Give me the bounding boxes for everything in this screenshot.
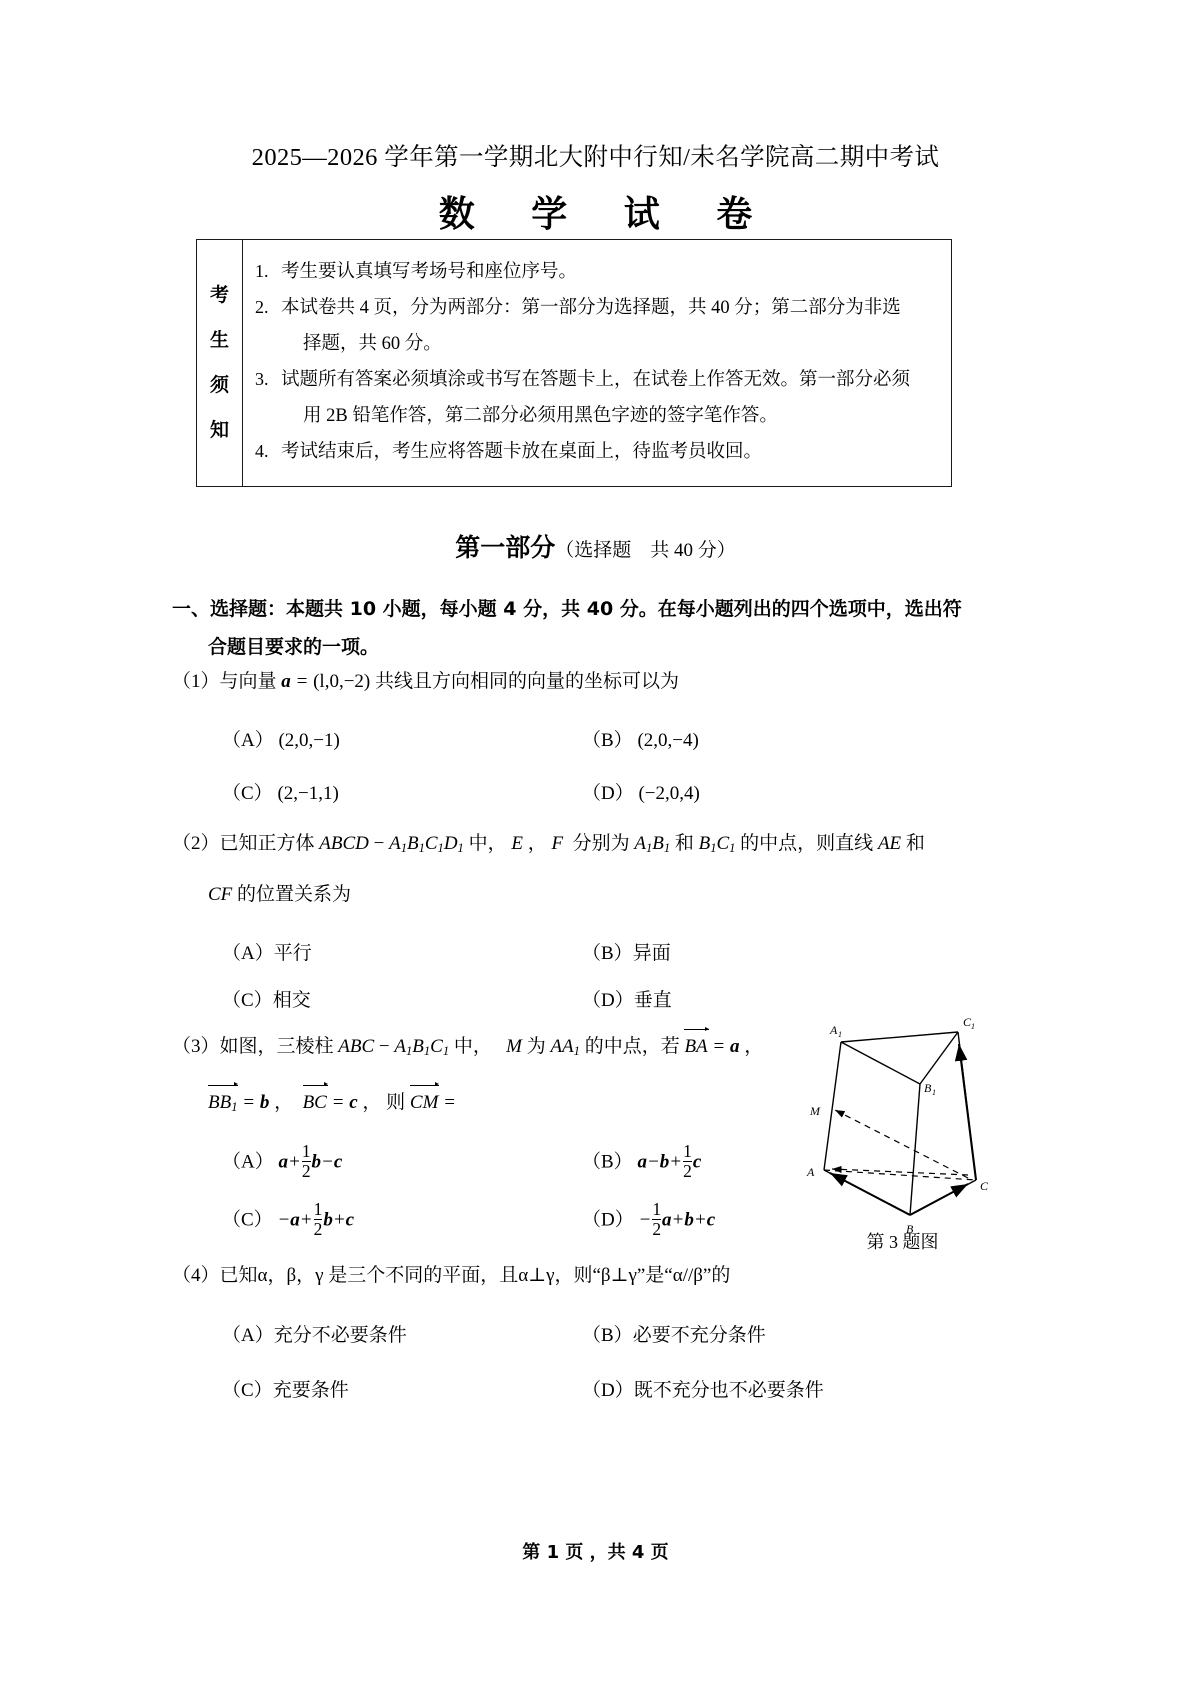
question-2-option-b[interactable] [582, 938, 671, 965]
notice-item-text [281, 434, 941, 470]
question-3-stem-c: 为 [526, 1036, 551, 1057]
notice-item-text [281, 290, 941, 362]
question-2-option-d-text: 垂直 [633, 990, 672, 1011]
question-4-number: （4） [172, 1265, 220, 1286]
question-1-stem-suffix: 共线且方向相同的向量的坐标可以为 [370, 671, 680, 692]
notice-item-line1: 本试卷共 4 页，分为两部分：第一部分为选择题，共 40 分；第二部分为非选 [281, 298, 901, 319]
notice-body [243, 240, 951, 486]
question-1-option-b-text: (2,0,−4) [637, 730, 699, 751]
notice-item [255, 434, 941, 470]
figure-label-A1: A [830, 1023, 838, 1037]
question-3-figure-caption: 第 3 题图 [866, 1232, 939, 1252]
question-1 [172, 668, 679, 697]
notice-item-number: 3. [255, 369, 269, 390]
vector-BC: BC [303, 1088, 327, 1118]
question-4-option-d-tag: （D） [582, 1380, 634, 1401]
question-1-option-a-text: (2,0,−1) [278, 730, 340, 751]
vector-CM: CM [410, 1088, 439, 1118]
question-3-option-c-tag: （C） [222, 1209, 273, 1231]
page-title: 2025—2026 学年第一学期北大附中行知/未名学院高二期中考试 [251, 144, 940, 171]
question-1-option-d-text: (−2,0,4) [638, 783, 700, 804]
question-4-option-d-text: 既不充分也不必要条件 [633, 1380, 824, 1401]
question-2-option-a-text: 平行 [273, 943, 312, 964]
svg-text:1: 1 [838, 1030, 842, 1039]
question-3-stem-a: 如图，三棱柱 [219, 1036, 339, 1057]
page-footer: 第 1 页 ，共 4 页 [522, 1542, 669, 1563]
question-2-option-c-tag: （C） [222, 990, 273, 1011]
question-2-option-c-text: 相交 [272, 990, 311, 1011]
question-2-stem-b: 中， [463, 833, 507, 854]
question-1-option-b-tag: （B） [582, 730, 633, 751]
question-2-option-b-tag: （B） [582, 943, 633, 964]
section-one-instructions-line1: 一、选择题：本题共 10 小题，每小题 4 分，共 40 分。在每小题列出的四个选项中，选出符 [172, 598, 962, 620]
question-3-option-d[interactable]: （D） − $\frac{1}{2}$ a+b+c [582, 1199, 716, 1239]
notice-item-number: 4. [255, 441, 269, 462]
notice-item [255, 254, 941, 290]
question-4-stem [172, 1262, 730, 1291]
section-one-instructions-line2: 合题目要求的一项。 [208, 636, 380, 658]
question-1-stem: （1）与向量 a = (l,0,−2) 共线且方向相同的向量的坐标可以为 [172, 671, 680, 692]
question-4-option-a[interactable] [222, 1320, 407, 1347]
question-3-option-c[interactable]: （C） −a+ $\frac{1}{2}$ b+c [222, 1199, 355, 1239]
notice-item-line1: 试题所有答案必须填涂或书写在答题卡上，在试卷上作答无效。第一部分必须 [281, 370, 911, 391]
question-4-option-d[interactable] [582, 1375, 824, 1402]
question-1-option-d-tag: （D） [582, 783, 634, 804]
notice-label-char-4: 知 [209, 419, 229, 442]
notice-item-line2: 择题，共 60 分。 [303, 334, 442, 355]
question-3-figure [800, 1012, 1005, 1257]
page-subtitle: 数 学 试 卷 [438, 194, 775, 235]
figure-label-B: B [906, 1222, 914, 1236]
question-4-stem-text: 已知α，β，γ 是三个不同的平面，且α⊥γ，则“β⊥γ”是“α//β”的 [219, 1265, 731, 1286]
question-3-number: （3） [172, 1036, 220, 1057]
question-4-option-a-tag: （A） [222, 1325, 274, 1346]
notice-item-number: 1. [255, 261, 269, 281]
question-2-stem-c: 分别为 [567, 833, 635, 854]
question-2-option-d[interactable] [582, 985, 672, 1012]
question-2-stem-line2-text: 的位置关系为 [232, 883, 352, 905]
figure-label-C1: C [963, 1015, 972, 1029]
question-1-option-a-tag: （A） [222, 730, 274, 751]
svg-text:1: 1 [932, 1088, 936, 1097]
question-2-stem-line1: （2）已知正方体 ABCD − $A_1B_1C_1D_1$ 中， E ， F 分别为 $A_1B_1$ 和 $B_1C_1$ 的中点，则直线 AE 和 [172, 833, 925, 855]
question-2-option-a[interactable] [222, 938, 312, 965]
part-one-heading-note: （选择题 共 40 分） [555, 540, 736, 561]
examinee-notice-box [196, 239, 952, 487]
notice-label-char-2: 生 [209, 329, 229, 352]
part-one-heading [0, 528, 1191, 564]
question-1-option-b[interactable] [582, 725, 699, 752]
question-1-option-c[interactable] [222, 778, 339, 805]
vector-BA: BA [684, 1032, 707, 1062]
question-1-number: （1） [172, 671, 220, 692]
question-4-option-c[interactable] [222, 1375, 349, 1402]
svg-text:1: 1 [971, 1022, 975, 1031]
notice-label-char-3: 须 [209, 374, 229, 397]
figure-label-B1: B [924, 1081, 932, 1095]
triangular-prism-diagram [800, 1012, 1005, 1257]
question-3-option-a[interactable]: （A） a+ $\frac{1}{2}$ b−c [222, 1141, 343, 1181]
notice-item-number: 2. [255, 297, 269, 318]
question-1-option-c-text: (2,−1,1) [277, 783, 339, 804]
figure-label-A: A [807, 1165, 815, 1179]
vector-BB1: $BB_1$ [208, 1088, 237, 1118]
question-3-option-b[interactable]: （B） a−b+ $\frac{1}{2}$ c [582, 1141, 702, 1181]
question-2-stem-a: 已知正方体 [219, 833, 320, 854]
notice-item-text [281, 362, 941, 434]
question-4-option-b-text: 必要不充分条件 [632, 1325, 766, 1346]
question-2-option-a-tag: （A） [222, 943, 274, 964]
notice-label-char-1: 考 [209, 284, 229, 307]
part-one-heading-main: 第一部分 [455, 533, 556, 562]
notice-item [255, 362, 941, 434]
question-4-option-c-text: 充要条件 [272, 1380, 349, 1401]
question-4-option-b-tag: （B） [582, 1325, 633, 1346]
question-3-option-b-tag: （B） [582, 1151, 633, 1173]
notice-item-text [281, 254, 941, 290]
question-3-stem-d: 的中点，若 [579, 1036, 685, 1057]
question-1-stem-prefix: 与向量 [219, 671, 282, 692]
question-4-option-a-text: 充分不必要条件 [273, 1325, 407, 1346]
question-2-option-c[interactable] [222, 985, 311, 1012]
notice-label-column [197, 240, 243, 486]
notice-item-line1: 考试结束后，考生应将答题卡放在桌面上，待监考员收回。 [281, 442, 763, 463]
notice-item-line2: 用 2B 铅笔作答，第二部分必须用黑色字迹的签字笔作答。 [303, 406, 778, 427]
question-4 [172, 1262, 730, 1291]
question-2 [172, 830, 925, 909]
question-3-option-a-tag: （A） [222, 1151, 274, 1173]
question-3-stem-line1: （3）如图，三棱柱 ABC − $A_1B_1C_1$ 中， M 为 $AA_1$ 的中点，若 BA = a ， [172, 1032, 763, 1062]
question-1-option-d[interactable] [582, 778, 700, 805]
section-one-instructions [172, 590, 962, 666]
question-3-option-d-tag: （D） [582, 1209, 634, 1231]
question-1-option-c-tag: （C） [222, 783, 273, 804]
question-3-stem-line2: $BB_1 = b$ ， BC = c ， 则 CM = [208, 1088, 763, 1118]
question-2-stem-d: 的中点，则直线 [735, 833, 878, 854]
question-2-stem-line2: CF 的位置关系为 [208, 883, 352, 905]
notice-item-line1: 考生要认真填写考场号和座位序号。 [281, 262, 578, 282]
question-3-stem-b: 中， [449, 1036, 492, 1057]
notice-item [255, 290, 941, 362]
figure-label-C: C [980, 1179, 989, 1193]
question-2-number: （2） [172, 833, 220, 854]
question-2-option-d-tag: （D） [582, 990, 634, 1011]
question-2-option-b-text: 异面 [632, 943, 671, 964]
question-1-option-a[interactable] [222, 725, 340, 752]
question-4-option-c-tag: （C） [222, 1380, 273, 1401]
figure-label-M: M [810, 1104, 820, 1118]
question-4-option-b[interactable] [582, 1320, 766, 1347]
question-3 [172, 1032, 763, 1117]
